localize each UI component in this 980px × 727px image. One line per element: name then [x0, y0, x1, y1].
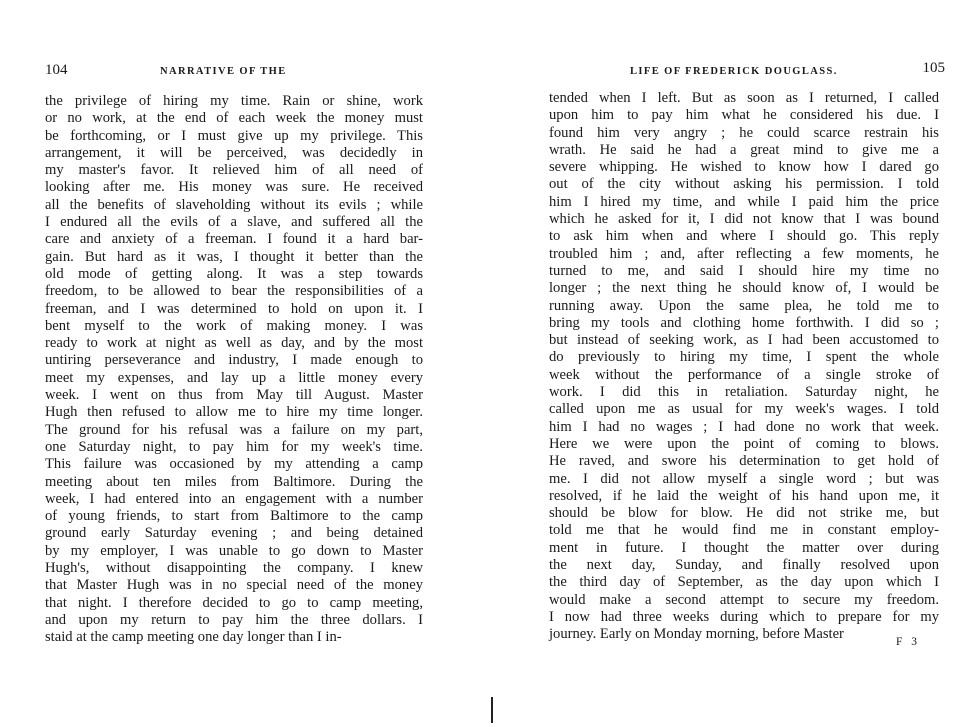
text-line: me. I did not allow myself a single word ; but was: [549, 470, 939, 487]
right-page-text: [549, 90, 939, 644]
text-line: my master's favor. It relieved him of all need of: [45, 162, 423, 179]
text-line: longer ; the next thing he should know of, I would be: [549, 280, 939, 297]
text-line: week, I had entered into an engagement with a number: [45, 490, 423, 507]
text-line: tended when I left. But as soon as I returned, I called: [549, 90, 939, 106]
text-line: which he asked for it, I did not know that I was bound: [549, 211, 939, 228]
text-line: meet my expenses, and lay up a little money every: [45, 369, 423, 386]
text-line: severe whipping. He wished to know how I dared go: [549, 159, 939, 176]
text-line: Here we were upon the point of coming to blows.: [549, 435, 939, 452]
left-running-head-title: NARRATIVE OF THE: [160, 66, 287, 77]
gutter-mark: [491, 697, 493, 723]
text-line: do previously to hiring my time, I spent the whole: [549, 349, 939, 366]
text-line: looking after me. His money was sure. He received: [45, 179, 423, 196]
text-line: gain. But hard as it was, I thought it better than the: [45, 248, 423, 265]
text-line: upon him to pay him what he considered his due. I: [549, 107, 939, 124]
right-page: [535, 0, 980, 727]
text-line: the next day, Sunday, and finally resolved upon: [549, 557, 939, 574]
right-running-head: [535, 62, 980, 84]
text-line: wrath. He said he had a great mind to give me a: [549, 141, 939, 158]
text-line: resolved, if he laid the weight of his hand upon me, it: [549, 487, 939, 504]
text-line: old mode of getting along. It was a step towards: [45, 265, 423, 282]
right-running-head-title: LIFE OF FREDERICK DOUGLASS.: [630, 66, 838, 77]
text-line: turned to me, and said I should hire my time no: [549, 262, 939, 279]
text-line: of young friends, to start from Baltimore to the camp: [45, 508, 423, 525]
text-line: arrangement, it will be perceived, was decidedly in: [45, 144, 423, 161]
text-line: This failure was occasioned by my attending a camp: [45, 456, 423, 473]
text-line: freeman, and I was determined to hold on upon it. I: [45, 300, 423, 317]
text-line: work. I did this in retaliation. Saturday night, he: [549, 384, 939, 401]
text-line: him I hired my time, and while I paid him the price: [549, 193, 939, 210]
text-line: but instead of seeking work, as I had been accustomed to: [549, 332, 939, 349]
text-line: The ground for his refusal was a failure on my part,: [45, 421, 423, 438]
text-line: freedom, to be allowed to bear the responsibilities of a: [45, 283, 423, 300]
text-line: that Master Hugh was in no special need of the money: [45, 577, 423, 594]
text-line: staid at the camp meeting one day longer than I in-: [45, 629, 342, 646]
text-line: called upon me as usual for my week's wages. I told: [549, 401, 939, 418]
text-line: running away. Upon the same plea, he told me to: [549, 297, 939, 314]
right-page-number: 105: [922, 60, 945, 76]
text-line: He raved, and swore his determination to get hold of: [549, 453, 939, 470]
text-line: week without the performance of a single stroke of: [549, 366, 939, 383]
text-line: meeting about ten miles from Baltimore. During the: [45, 473, 423, 490]
text-line: ready to work at night as well as day, and by the most: [45, 335, 423, 352]
left-page-number: 104: [45, 62, 68, 78]
text-line: care and anxiety of a freeman. I found it a hard bar-: [45, 231, 423, 248]
text-line: all the benefits of slaveholding without its evils ; while: [45, 196, 423, 213]
text-line: untiring perseverance and industry, I made enough to: [45, 352, 423, 369]
text-line: would make a second attempt to secure my freedom.: [549, 591, 939, 608]
signature-mark: F 3: [895, 636, 920, 648]
text-line: told me that he would find me in constant employ-: [549, 522, 939, 539]
text-line: journey. Early on Monday morning, before Master: [549, 626, 844, 643]
text-line: Hugh's, without disappointing the company. I knew: [45, 560, 423, 577]
text-line: troubled him ; and, after reflecting a few moments, he: [549, 245, 939, 262]
text-line: should be blow for blow. He did not strike me, but: [549, 505, 939, 522]
text-line: the privilege of hiring my time. Rain or shine, work: [45, 93, 423, 109]
left-running-head: [0, 62, 470, 84]
left-page: [0, 0, 470, 727]
text-line: bring my tools and clothing home forthwith. I did so ;: [549, 314, 939, 331]
text-line: out of the city without asking his permission. I told: [549, 176, 939, 193]
text-line: ground early Saturday evening ; and being detained: [45, 525, 423, 542]
text-line: one Saturday night, to pay him for my week's time.: [45, 438, 423, 455]
left-page-text: [45, 93, 423, 647]
text-line: and upon my return to pay him the three dollars. I: [45, 611, 423, 628]
text-line: week. I went on thus from May till August. Master: [45, 387, 423, 404]
text-line: him I had no wages ; I had done no work that week.: [549, 418, 939, 435]
text-line: I endured all the evils of a slave, and suffered all the: [45, 214, 423, 231]
text-line: by my employer, I was unable to go down to Master: [45, 542, 423, 559]
text-line: or no work, at the end of each week the money must: [45, 110, 423, 127]
text-line: found him very angry ; he could scarce restrain his: [549, 124, 939, 141]
text-line: bent myself to the work of making money. I was: [45, 317, 423, 334]
text-line: I now had three weeks during which to prepare for my: [549, 608, 939, 625]
text-line: ment in future. I thought the matter over during: [549, 539, 939, 556]
text-line: the third day of September, as the day upon which I: [549, 574, 939, 591]
text-line: Hugh then refused to allow me to hire my time longer.: [45, 404, 423, 421]
text-line: that night. I therefore decided to go to camp meeting,: [45, 594, 423, 611]
text-line: be forthcoming, or I must give up my privilege. This: [45, 127, 423, 144]
text-line: to ask him when and where I should go. This reply: [549, 228, 939, 245]
